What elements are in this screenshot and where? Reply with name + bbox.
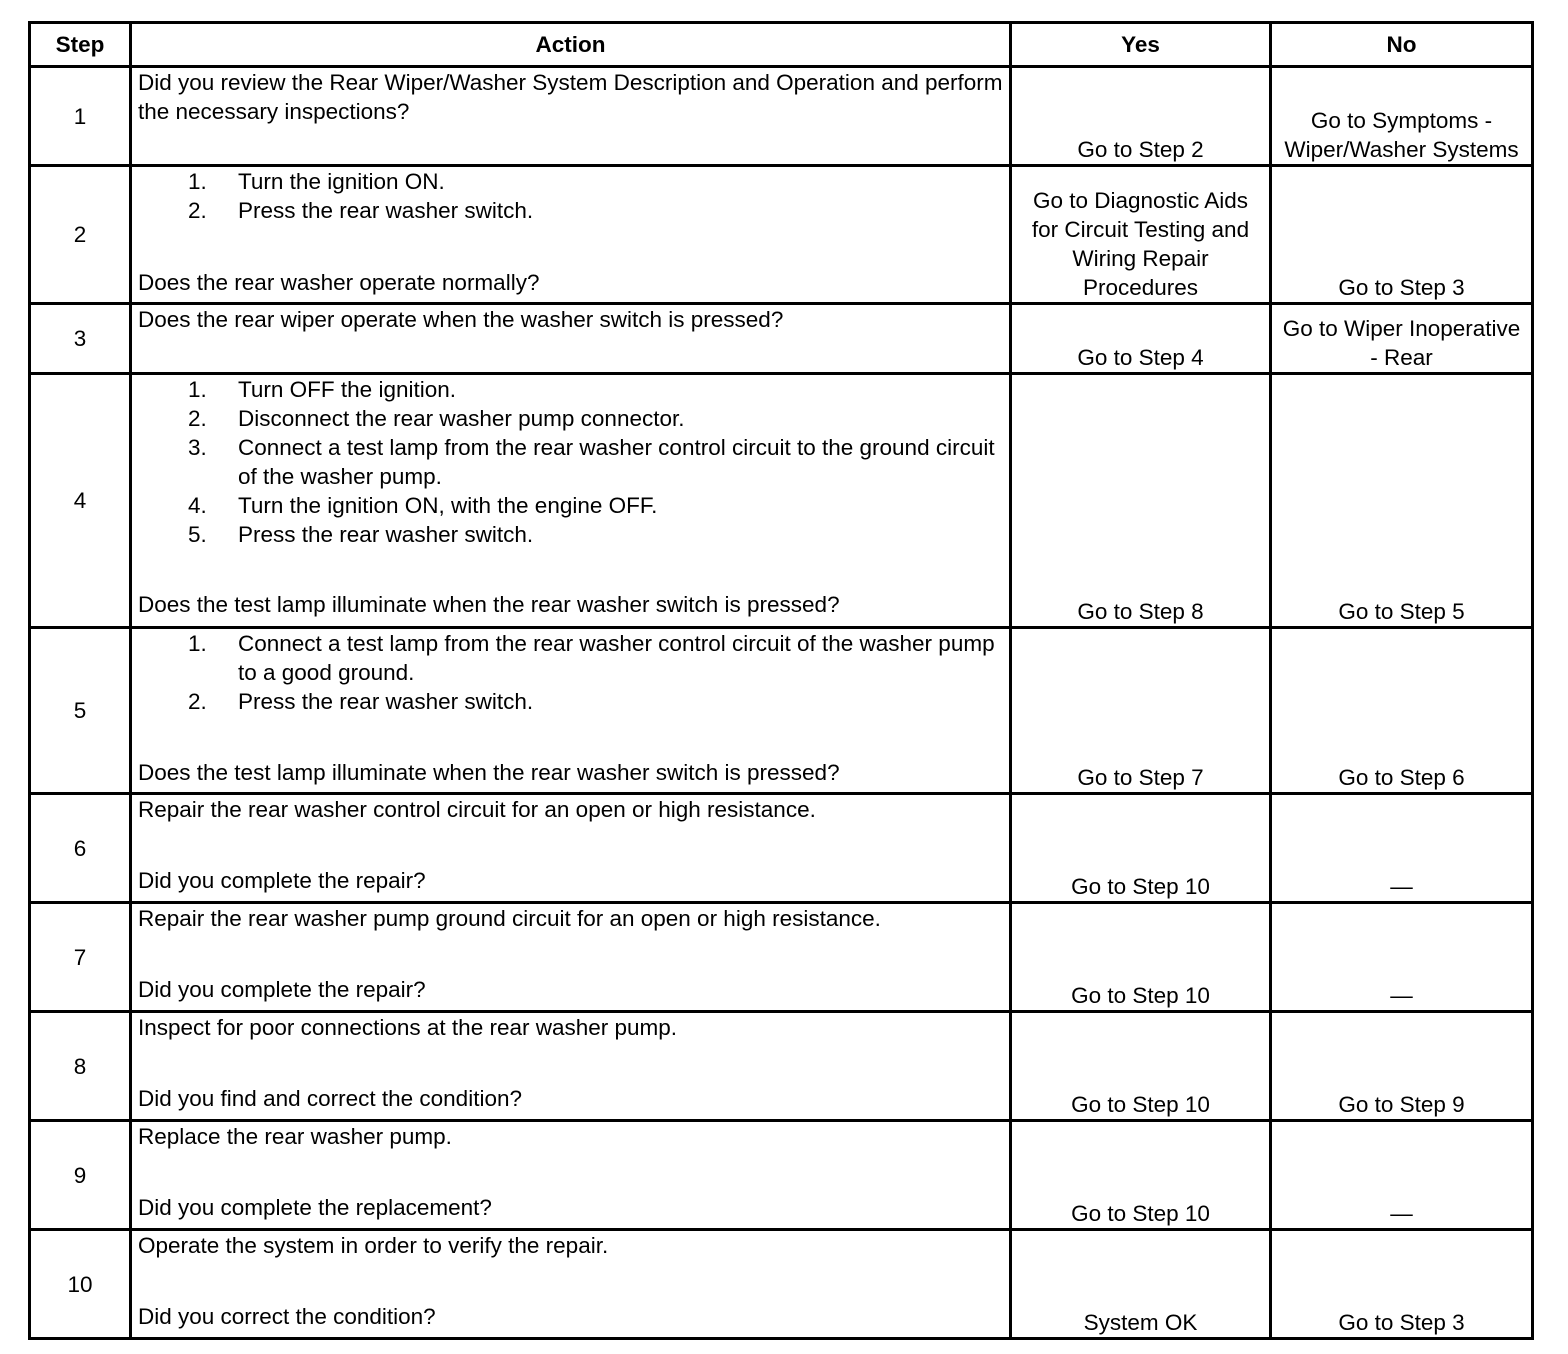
no-cell: Go to Symptoms - Wiper/Washer Systems (1271, 67, 1533, 166)
header-action: Action (131, 23, 1011, 67)
no-cell: Go to Step 3 (1271, 1230, 1533, 1339)
table-row (30, 67, 1533, 166)
step-number: 3 (30, 304, 131, 374)
action-cell (131, 1012, 1011, 1121)
diagnostic-table (28, 21, 1534, 1340)
action-text: Did you review the Rear Wiper/Washer System Description and Operation and perform the necessary inspections? (138, 70, 1003, 124)
action-text: Operate the system in order to verify the repair. (138, 1233, 609, 1258)
action-cell (131, 1121, 1011, 1230)
no-cell: — (1271, 1121, 1533, 1230)
list-item: 3. Connect a test lamp from the rear washer control circuit to the ground circuit of the washer pump. (188, 435, 995, 489)
header-no: No (1271, 23, 1533, 67)
yes-cell: Go to Step 10 (1011, 794, 1271, 903)
yes-cell: System OK (1011, 1230, 1271, 1339)
action-text: Does the rear wiper operate when the washer switch is pressed? (138, 307, 784, 332)
action-cell (131, 903, 1011, 1012)
action-text: Replace the rear washer pump. (138, 1124, 452, 1149)
action-steps (138, 375, 1003, 549)
no-cell: Go to Step 9 (1271, 1012, 1533, 1121)
no-cell: — (1271, 903, 1533, 1012)
step-number: 5 (30, 628, 131, 794)
action-question: Did you find and correct the condition? (138, 1086, 522, 1111)
yes-cell: Go to Step 7 (1011, 628, 1271, 794)
list-item: 2. Press the rear washer switch. (188, 198, 534, 223)
header-row (30, 23, 1533, 67)
no-cell: Go to Wiper Inoperative - Rear (1271, 304, 1533, 374)
action-question: Does the rear washer operate normally? (138, 270, 540, 295)
action-text: Repair the rear washer pump ground circuit for an open or high resistance. (138, 906, 881, 931)
table-row (30, 374, 1533, 628)
action-cell (131, 67, 1011, 166)
no-cell: Go to Step 3 (1271, 166, 1533, 304)
list-item: 1. Turn the ignition ON. (188, 169, 445, 194)
step-number: 6 (30, 794, 131, 903)
list-item: 1. Turn OFF the ignition. (188, 377, 457, 402)
list-item: 1. Connect a test lamp from the rear washer control circuit of the washer pump to a good ground. (188, 631, 995, 685)
action-text: Repair the rear washer control circuit for an open or high resistance. (138, 797, 816, 822)
action-question: Did you complete the repair? (138, 977, 426, 1002)
table-row (30, 628, 1533, 794)
table-row (30, 166, 1533, 304)
no-cell: Go to Step 5 (1271, 374, 1533, 628)
step-number: 7 (30, 903, 131, 1012)
action-steps (138, 629, 1003, 716)
action-text: Inspect for poor connections at the rear washer pump. (138, 1015, 678, 1040)
action-question: Did you correct the condition? (138, 1304, 436, 1329)
step-number: 9 (30, 1121, 131, 1230)
step-number: 2 (30, 166, 131, 304)
action-question: Does the test lamp illuminate when the rear washer switch is pressed? (138, 760, 840, 785)
table-row (30, 304, 1533, 374)
header-yes: Yes (1011, 23, 1271, 67)
table-row (30, 1012, 1533, 1121)
yes-cell: Go to Step 10 (1011, 1121, 1271, 1230)
header-step: Step (30, 23, 131, 67)
action-cell (131, 628, 1011, 794)
action-question: Does the test lamp illuminate when the rear washer switch is pressed? (138, 592, 840, 617)
yes-cell: Go to Step 10 (1011, 903, 1271, 1012)
step-number: 4 (30, 374, 131, 628)
list-item: 4. Turn the ignition ON, with the engine OFF. (188, 493, 658, 518)
yes-cell: Go to Diagnostic Aids for Circuit Testing and Wiring Repair Procedures (1011, 166, 1271, 304)
yes-cell: Go to Step 2 (1011, 67, 1271, 166)
action-steps (138, 167, 1003, 225)
yes-cell: Go to Step 10 (1011, 1012, 1271, 1121)
yes-cell: Go to Step 4 (1011, 304, 1271, 374)
no-cell: — (1271, 794, 1533, 903)
step-number: 10 (30, 1230, 131, 1339)
action-question: Did you complete the replacement? (138, 1195, 492, 1220)
no-cell: Go to Step 6 (1271, 628, 1533, 794)
action-cell (131, 1230, 1011, 1339)
step-number: 8 (30, 1012, 131, 1121)
list-item: 5. Press the rear washer switch. (188, 522, 534, 547)
table-row (30, 1230, 1533, 1339)
step-number: 1 (30, 67, 131, 166)
action-cell (131, 304, 1011, 374)
table-row (30, 794, 1533, 903)
action-cell (131, 794, 1011, 903)
list-item: 2. Press the rear washer switch. (188, 689, 534, 714)
action-cell (131, 166, 1011, 304)
yes-cell: Go to Step 8 (1011, 374, 1271, 628)
list-item: 2. Disconnect the rear washer pump connector. (188, 406, 685, 431)
table-row (30, 1121, 1533, 1230)
action-cell (131, 374, 1011, 628)
table-row (30, 903, 1533, 1012)
action-question: Did you complete the repair? (138, 868, 426, 893)
